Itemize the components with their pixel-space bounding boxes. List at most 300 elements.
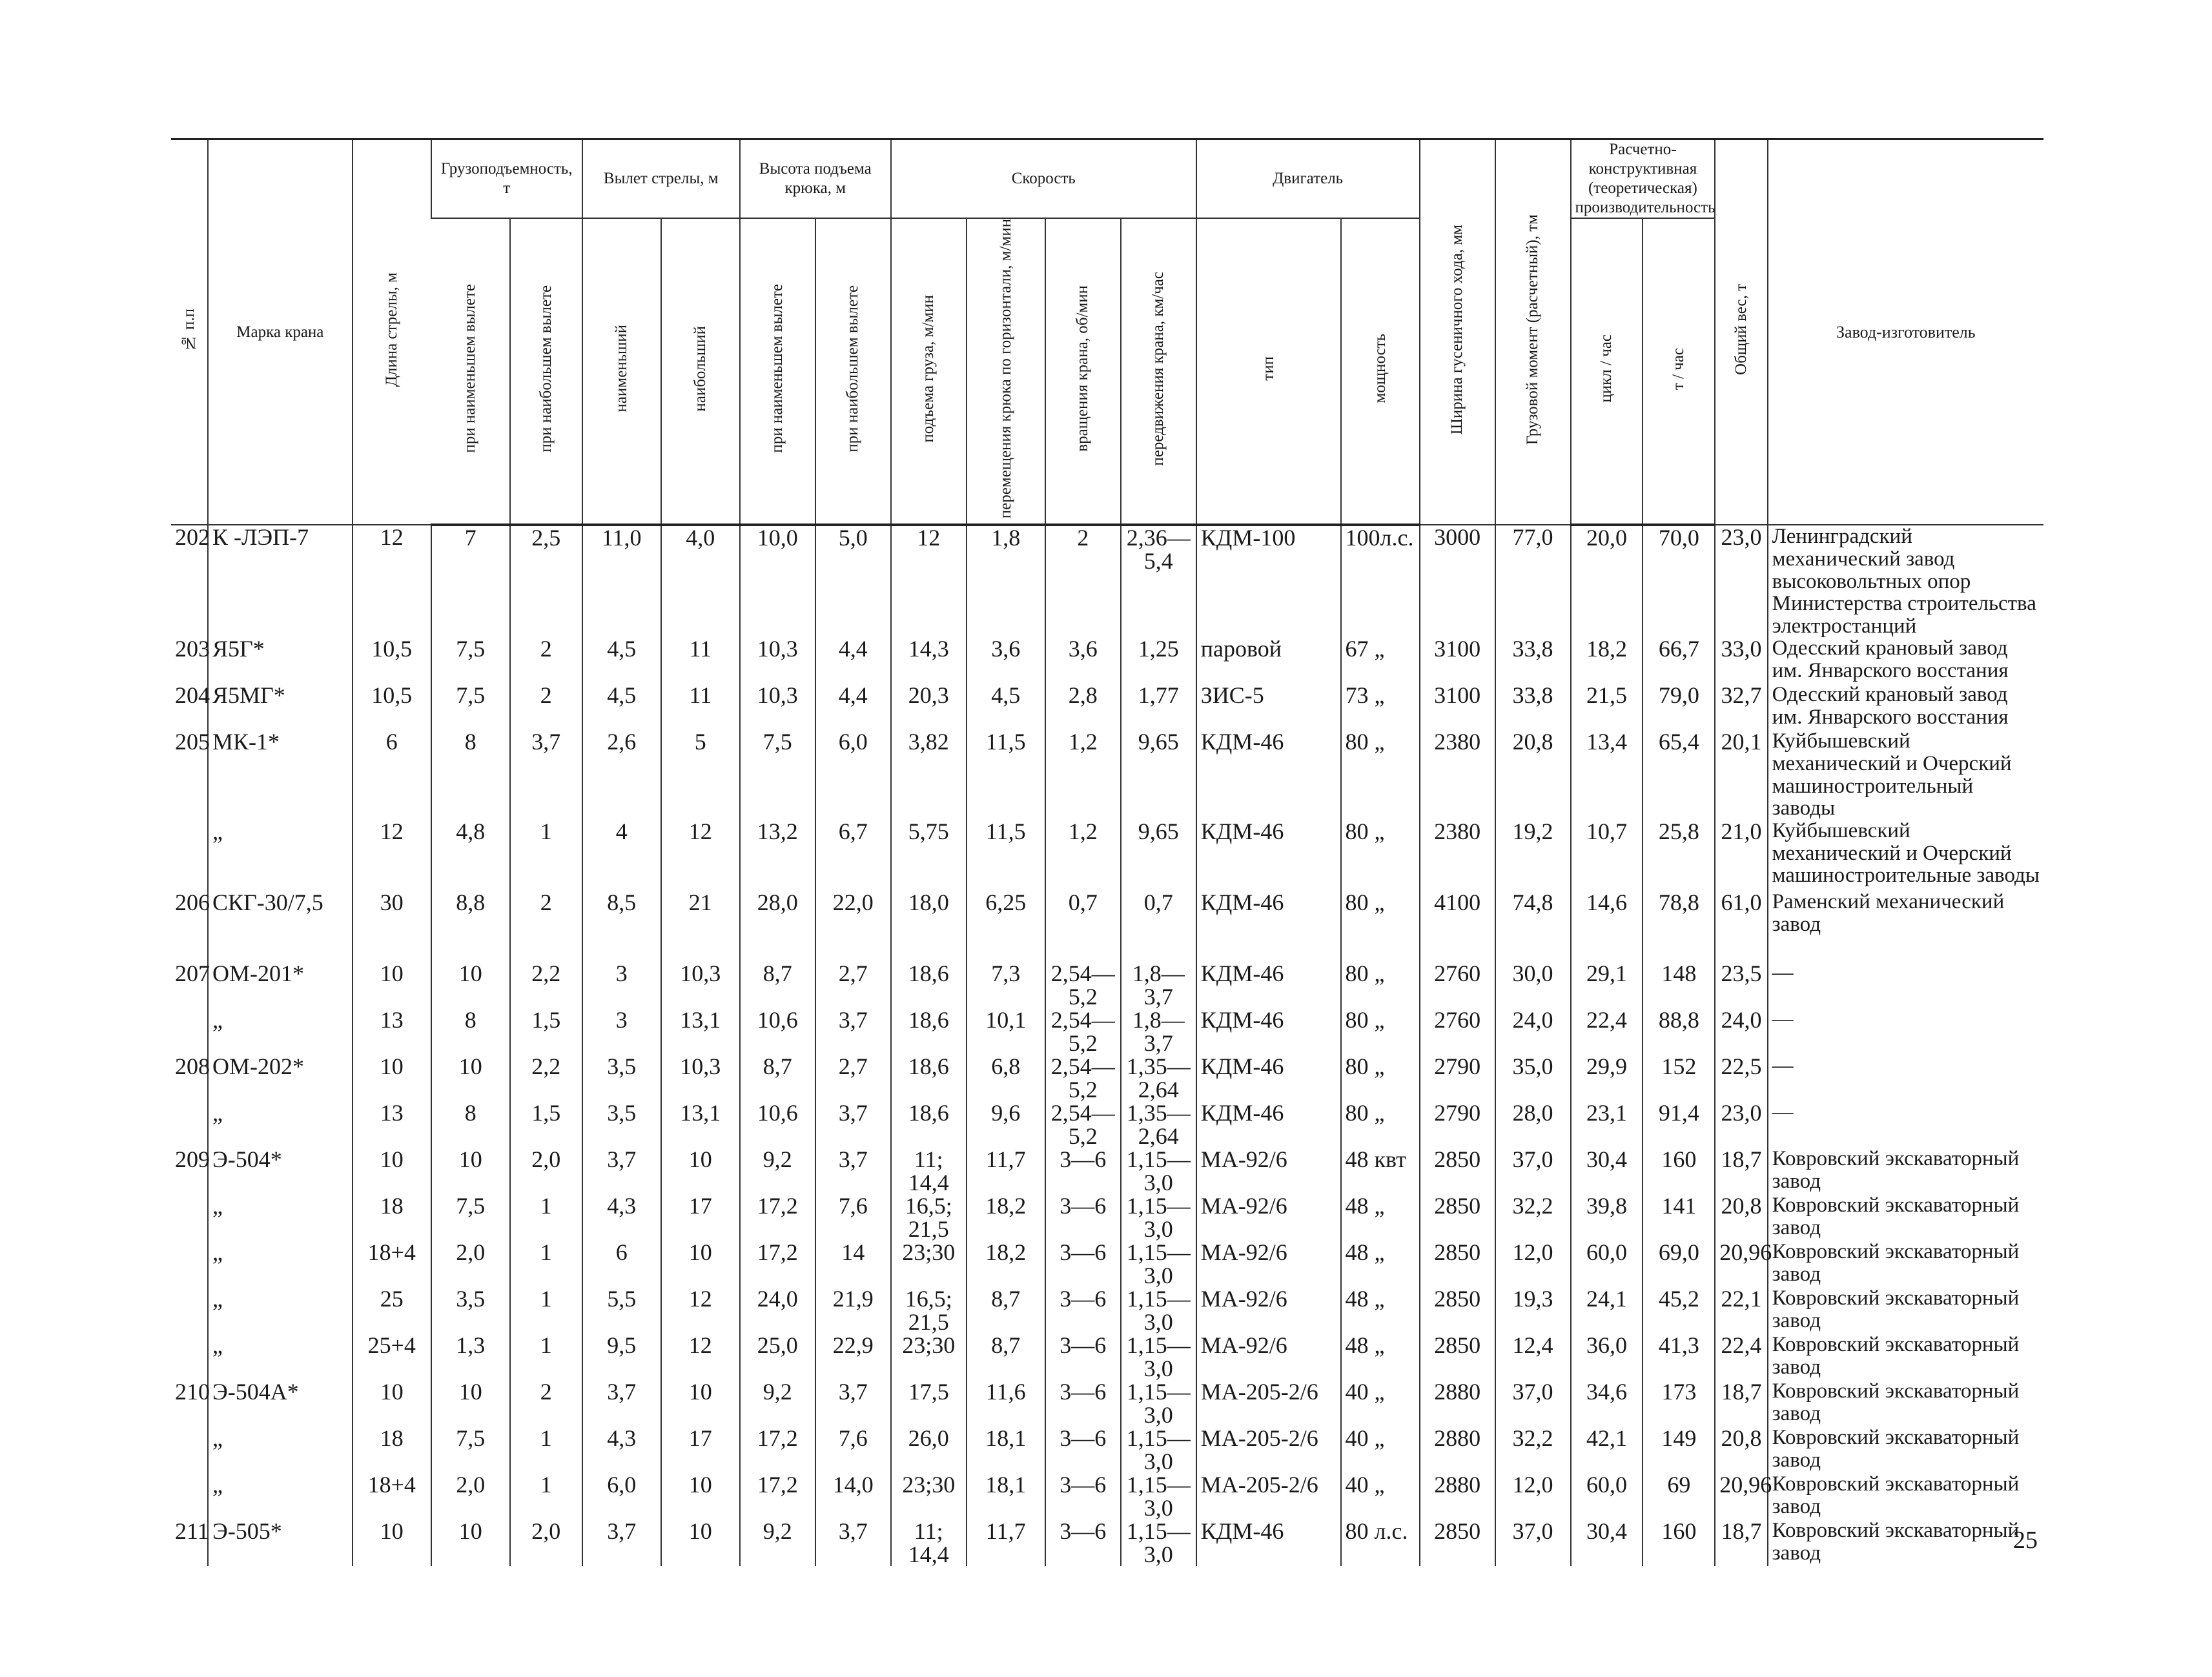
cell-cyc: 20,0 [1571,525,1643,637]
cell-eng-type: МА-92/6 [1196,1287,1341,1334]
cell-sp-lift: 11; 14,4 [891,1148,967,1194]
cell-hh-min: 17,2 [740,1427,815,1473]
cell-sp-lift: 14,3 [891,637,967,684]
cell-sp-travel: 0,7 [1121,891,1196,962]
cell-hh-min: 9,2 [740,1148,815,1194]
cell-sp-rot: 3—6 [1045,1427,1121,1473]
cell-boom: 10,5 [353,684,431,730]
crane-specs-table [171,138,2043,1566]
cell-lc-max: 2 [510,891,582,962]
cell-weight: 22,4 [1715,1334,1767,1380]
cell-sp-travel: 1,15— 3,0 [1121,1380,1196,1427]
cell-sp-lift: 23;30 [891,1241,967,1287]
cell-lc-max: 2 [510,684,582,730]
cell-no: 208 [175,1053,210,1080]
cell-track: 2380 [1420,820,1495,891]
cell-sp-rot: 2,54— 5,2 [1045,1008,1121,1055]
cell-track: 2850 [1420,1241,1495,1287]
cell-factory: Ковровский экскаваторный завод [1768,1427,2043,1473]
cell-weight: 33,0 [1715,637,1767,684]
cell-sp-hook: 11,7 [967,1519,1045,1566]
cell-boom: 13 [353,1101,431,1148]
cell-sp-rot: 2,54— 5,2 [1045,1055,1121,1101]
cell-hh-min: 9,2 [740,1519,815,1566]
cell-no [171,1287,208,1334]
cell-factory: Куйбышевский механический и Очерский машиностроительный заводы [1768,730,2043,820]
cell-lc-min: 8 [431,730,510,820]
cell-hh-min: 28,0 [740,891,815,962]
cell-no [171,1241,208,1287]
cell-boom: 10 [353,1148,431,1194]
cell-lc-min: 8 [431,1101,510,1148]
cell-tph: 78,8 [1643,891,1715,962]
cell-sp-rot: 3—6 [1045,1519,1121,1566]
cell-eng-type: ЗИС-5 [1196,684,1341,730]
cell-track: 2880 [1420,1380,1495,1427]
cell-reach-max: 17 [661,1427,740,1473]
cell-factory: Ковровский экскаваторный завод [1768,1241,2043,1287]
cell-sp-rot: 3—6 [1045,1241,1121,1287]
cell-tph: 65,4 [1643,730,1715,820]
cell-sp-travel: 1,35— 2,64 [1121,1101,1196,1148]
cell-eng-power: 100л.с. [1341,525,1420,637]
cell-sp-hook: 11,5 [967,730,1045,820]
cell-cyc: 60,0 [1571,1241,1643,1287]
cell-moment: 77,0 [1495,525,1571,637]
cell-no: 203 [175,636,210,662]
cell-brand: „ [208,1101,353,1148]
cell-no: 207 [175,960,210,987]
cell-weight: 23,5 [1715,962,1767,1008]
cell-tph: 149 [1643,1427,1715,1473]
cell-boom: 10 [353,1380,431,1427]
cell-track: 2850 [1420,1334,1495,1380]
col-prod-tons: т / час [1643,218,1715,525]
cell-cyc: 13,4 [1571,730,1643,820]
cell-brand: Э-505* [208,1519,353,1566]
col-load-moment: Грузовой момент (расчетный), тм [1495,139,1571,525]
col-engine-type: тип [1196,218,1341,525]
cell-tph: 45,2 [1643,1287,1715,1334]
cell-reach-min: 4,5 [582,684,661,730]
cell-boom: 6 [353,730,431,820]
cell-brand: „ [208,1473,353,1519]
cell-hh-min: 10,6 [740,1008,815,1055]
table-row [171,1194,2043,1241]
cell-sp-travel: 2,36— 5,4 [1121,525,1196,637]
cell-lc-min: 10 [431,962,510,1008]
cell-tph: 66,7 [1643,637,1715,684]
cell-sp-travel: 1,77 [1121,684,1196,730]
cell-eng-type: КДМ-46 [1196,891,1341,962]
cell-hh-max: 3,7 [815,1380,891,1427]
col-factory: Завод-изготовитель [1768,139,2043,525]
cell-hh-max: 3,7 [815,1101,891,1148]
cell-eng-power: 67 „ [1341,637,1420,684]
cell-weight: 18,7 [1715,1380,1767,1427]
cell-eng-power: 73 „ [1341,684,1420,730]
cell-weight: 22,5 [1715,1055,1767,1101]
cell-track: 2880 [1420,1427,1495,1473]
cell-lc-max: 1 [510,1334,582,1380]
cell-sp-rot: 2,8 [1045,684,1121,730]
table-row [171,1287,2043,1334]
cell-sp-lift: 18,6 [891,962,967,1008]
cell-no: 209 [175,1146,210,1173]
cell-reach-max: 10 [661,1380,740,1427]
cell-eng-type: МА-92/6 [1196,1194,1341,1241]
cell-lc-max: 2,0 [510,1519,582,1566]
cell-sp-hook: 8,7 [967,1287,1045,1334]
cell-sp-hook: 10,1 [967,1008,1045,1055]
cell-weight: 20,1 [1715,730,1767,820]
cell-brand: МК-1* [208,730,353,820]
cell-track: 2760 [1420,962,1495,1008]
cell-tph: 79,0 [1643,684,1715,730]
cell-brand: Я5МГ* [208,684,353,730]
cell-factory: Ковровский экскаваторный завод [1768,1473,2043,1519]
cell-lc-min: 10 [431,1148,510,1194]
cell-sp-hook: 18,2 [967,1241,1045,1287]
col-engine: Двигатель [1196,139,1420,219]
cell-no: 204 [175,682,210,709]
cell-hh-max: 4,4 [815,637,891,684]
table-row [171,1334,2043,1380]
cell-reach-max: 10,3 [661,1055,740,1101]
cell-eng-type: МА-92/6 [1196,1334,1341,1380]
cell-sp-hook: 7,3 [967,962,1045,1008]
cell-sp-rot: 3—6 [1045,1194,1121,1241]
cell-eng-power: 80 „ [1341,1055,1420,1101]
cell-reach-max: 11 [661,684,740,730]
cell-cyc: 29,1 [1571,962,1643,1008]
cell-tph: 173 [1643,1380,1715,1427]
cell-brand: ОМ-202* [208,1055,353,1101]
table-header [171,139,2043,525]
col-speed-hook: перемещения крюка по горизонтали, м/мин [967,218,1045,525]
cell-eng-power: 40 „ [1341,1427,1420,1473]
cell-weight: 18,7 [1715,1148,1767,1194]
cell-boom: 10 [353,1055,431,1101]
cell-lc-min: 4,8 [431,820,510,891]
cell-moment: 28,0 [1495,1101,1571,1148]
cell-hh-max: 7,6 [815,1194,891,1241]
cell-cyc: 18,2 [1571,637,1643,684]
cell-factory: Ковровский экскаваторный завод [1768,1380,2043,1427]
cell-factory: Ковровский экскаваторный завод [1768,1287,2043,1334]
cell-sp-lift: 23;30 [891,1334,967,1380]
cell-lc-min: 7,5 [431,1194,510,1241]
cell-sp-rot: 3—6 [1045,1334,1121,1380]
cell-sp-lift: 18,6 [891,1055,967,1101]
cell-brand: „ [208,1427,353,1473]
table-body [171,525,2043,1566]
table-row [171,891,2043,962]
col-brand: Марка крана [208,139,353,525]
cell-reach-min: 4,3 [582,1427,661,1473]
cell-no [171,1334,208,1380]
cell-sp-hook: 18,2 [967,1194,1045,1241]
cell-sp-rot: 2,54— 5,2 [1045,1101,1121,1148]
cell-boom: 10 [353,962,431,1008]
cell-brand: Э-504* [208,1148,353,1194]
cell-reach-max: 21 [661,891,740,962]
cell-weight: 23,0 [1715,1101,1767,1148]
cell-reach-max: 11 [661,637,740,684]
cell-hh-min: 8,7 [740,962,815,1008]
cell-sp-lift: 17,5 [891,1380,967,1427]
cell-tph: 160 [1643,1519,1715,1566]
cell-eng-type: КДМ-46 [1196,962,1341,1008]
cell-moment: 19,2 [1495,820,1571,891]
cell-lc-max: 1 [510,1427,582,1473]
table-row [171,962,2043,1008]
cell-moment: 32,2 [1495,1427,1571,1473]
cell-eng-type: МА-92/6 [1196,1241,1341,1287]
cell-reach-max: 17 [661,1194,740,1241]
table-row [171,730,2043,820]
cell-eng-type: МА-205-2/6 [1196,1380,1341,1427]
cell-sp-rot: 2,54— 5,2 [1045,962,1121,1008]
cell-moment: 24,0 [1495,1008,1571,1055]
table-row [171,1473,2043,1519]
page-number: 25 [2013,1527,2038,1554]
cell-reach-max: 10,3 [661,962,740,1008]
col-weight: Общий вес, т [1715,139,1767,525]
cell-sp-lift: 18,0 [891,891,967,962]
cell-lc-max: 2 [510,1380,582,1427]
cell-reach-min: 5,5 [582,1287,661,1334]
cell-boom: 18+4 [353,1473,431,1519]
cell-brand: „ [208,1008,353,1055]
cell-eng-power: 80 „ [1341,891,1420,962]
cell-factory: Раменский механический завод [1768,891,2043,962]
cell-eng-type: КДМ-46 [1196,820,1341,891]
cell-cyc: 22,4 [1571,1008,1643,1055]
cell-moment: 37,0 [1495,1519,1571,1566]
cell-lc-min: 7,5 [431,1427,510,1473]
cell-sp-lift: 18,6 [891,1008,967,1055]
cell-lc-max: 1 [510,1194,582,1241]
cell-sp-hook: 11,5 [967,820,1045,891]
cell-sp-travel: 1,15— 3,0 [1121,1427,1196,1473]
cell-lc-min: 8,8 [431,891,510,962]
cell-sp-hook: 6,8 [967,1055,1045,1101]
cell-brand: К -ЛЭП-7 [208,525,353,637]
cell-sp-lift: 16,5; 21,5 [891,1194,967,1241]
cell-sp-rot: 2 [1045,525,1121,637]
cell-hh-min: 13,2 [740,820,815,891]
cell-weight: 21,0 [1715,820,1767,891]
cell-boom: 18+4 [353,1241,431,1287]
cell-hh-max: 22,0 [815,891,891,962]
cell-tph: 88,8 [1643,1008,1715,1055]
cell-moment: 19,3 [1495,1287,1571,1334]
cell-boom: 18 [353,1194,431,1241]
cell-tph: 148 [1643,962,1715,1008]
cell-eng-type: КДМ-46 [1196,1101,1341,1148]
cell-sp-hook: 11,6 [967,1380,1045,1427]
cell-boom: 25+4 [353,1334,431,1380]
cell-eng-power: 48 квт [1341,1148,1420,1194]
cell-cyc: 30,4 [1571,1519,1643,1566]
cell-factory: Куйбышевский механический и Очерский машиностроительные заводы [1768,820,2043,891]
cell-brand: „ [208,1287,353,1334]
cell-hh-max: 14,0 [815,1473,891,1519]
cell-sp-travel: 9,65 [1121,820,1196,891]
cell-factory: — [1768,1008,2043,1055]
cell-tph: 160 [1643,1148,1715,1194]
cell-hh-min: 10,3 [740,684,815,730]
cell-factory: — [1768,1101,2043,1148]
cell-moment: 37,0 [1495,1148,1571,1194]
cell-hh-max: 5,0 [815,525,891,637]
cell-lc-min: 10 [431,1519,510,1566]
cell-eng-type: МА-205-2/6 [1196,1473,1341,1519]
table-row [171,1519,2043,1566]
cell-hh-min: 17,2 [740,1241,815,1287]
cell-lc-min: 10 [431,1380,510,1427]
cell-lc-min: 1,3 [431,1334,510,1380]
cell-weight: 23,0 [1715,525,1767,637]
cell-lc-max: 2,2 [510,1055,582,1101]
col-reach: Вылет стрелы, м [582,139,740,219]
table-row [171,1380,2043,1427]
cell-hh-min: 9,2 [740,1380,815,1427]
cell-hh-min: 25,0 [740,1334,815,1380]
cell-sp-lift: 18,6 [891,1101,967,1148]
cell-lc-max: 3,7 [510,730,582,820]
cell-reach-min: 4,3 [582,1194,661,1241]
cell-sp-travel: 1,8— 3,7 [1121,962,1196,1008]
cell-sp-hook: 18,1 [967,1473,1045,1519]
cell-track: 2880 [1420,1473,1495,1519]
cell-lc-max: 1 [510,1241,582,1287]
cell-factory: Ковровский экскаваторный завод [1768,1334,2043,1380]
cell-sp-lift: 3,82 [891,730,967,820]
col-lifting-capacity: Грузоподъемность, т [431,139,582,219]
cell-cyc: 36,0 [1571,1334,1643,1380]
cell-hh-max: 7,6 [815,1427,891,1473]
cell-cyc: 30,4 [1571,1148,1643,1194]
cell-tph: 25,8 [1643,820,1715,891]
cell-no: 211 [175,1518,209,1545]
cell-reach-min: 2,6 [582,730,661,820]
cell-tph: 69,0 [1643,1241,1715,1287]
cell-moment: 32,2 [1495,1194,1571,1241]
cell-sp-rot: 3—6 [1045,1380,1121,1427]
cell-sp-travel: 1,15— 3,0 [1121,1241,1196,1287]
cell-cyc: 60,0 [1571,1473,1643,1519]
cell-eng-type: МА-92/6 [1196,1148,1341,1194]
cell-reach-max: 4,0 [661,525,740,637]
cell-hh-min: 10,6 [740,1101,815,1148]
col-productivity: Расчетно-конструктивная (теоретическая) производительность [1571,139,1715,219]
cell-sp-travel: 1,8— 3,7 [1121,1008,1196,1055]
col-no: № п.п [171,139,208,525]
cell-eng-type: КДМ-100 [1196,525,1341,637]
cell-reach-min: 3,7 [582,1519,661,1566]
cell-factory: Ленинградский механический завод высоковольтных опор Министерства строительства электростанций [1768,525,2043,637]
cell-reach-max: 13,1 [661,1101,740,1148]
cell-eng-power: 48 „ [1341,1241,1420,1287]
cell-boom: 12 [353,525,431,637]
cell-cyc: 14,6 [1571,891,1643,962]
col-hh-min: при наименьшем вылете [740,218,815,525]
cell-reach-min: 9,5 [582,1334,661,1380]
cell-sp-travel: 1,15— 3,0 [1121,1473,1196,1519]
cell-track: 3000 [1420,525,1495,637]
col-prod-cycles: цикл / час [1571,218,1643,525]
table-row [171,684,2043,730]
cell-no: 202 [175,524,210,551]
cell-reach-min: 3 [582,962,661,1008]
cell-lc-max: 1,5 [510,1101,582,1148]
cell-lc-min: 10 [431,1055,510,1101]
table-row [171,525,2043,637]
cell-sp-hook: 3,6 [967,637,1045,684]
cell-boom: 10 [353,1519,431,1566]
cell-lc-min: 7 [431,525,510,637]
cell-tph: 70,0 [1643,525,1715,637]
table-row [171,1427,2043,1473]
cell-eng-power: 80 „ [1341,820,1420,891]
cell-moment: 30,0 [1495,962,1571,1008]
cell-sp-rot: 3—6 [1045,1287,1121,1334]
cell-lc-max: 1 [510,820,582,891]
table-row [171,1008,2043,1055]
cell-factory: Ковровский экскаваторный завод [1768,1519,2043,1566]
cell-sp-travel: 1,25 [1121,637,1196,684]
cell-sp-lift: 12 [891,525,967,637]
cell-cyc: 29,9 [1571,1055,1643,1101]
cell-moment: 12,4 [1495,1334,1571,1380]
cell-sp-travel: 1,35— 2,64 [1121,1055,1196,1101]
table-row [171,1241,2043,1287]
cell-moment: 35,0 [1495,1055,1571,1101]
cell-tph: 91,4 [1643,1101,1715,1148]
col-track-width: Ширина гусеничного хода, мм [1420,139,1495,525]
cell-hh-max: 22,9 [815,1334,891,1380]
cell-hh-max: 21,9 [815,1287,891,1334]
cell-cyc: 10,7 [1571,820,1643,891]
cell-no [171,820,208,891]
cell-cyc: 39,8 [1571,1194,1643,1241]
cell-brand: Я5Г* [208,637,353,684]
cell-sp-lift: 23;30 [891,1473,967,1519]
col-boom-length: Длина стрелы, м [353,139,431,525]
cell-weight: 24,0 [1715,1008,1767,1055]
cell-sp-lift: 16,5; 21,5 [891,1287,967,1334]
cell-reach-max: 12 [661,1287,740,1334]
col-lc-min: при наименьшем вылете [431,218,510,525]
cell-reach-max: 5 [661,730,740,820]
cell-tph: 152 [1643,1055,1715,1101]
cell-lc-max: 2,5 [510,525,582,637]
cell-reach-min: 6,0 [582,1473,661,1519]
cell-no [171,1194,208,1241]
cell-boom: 13 [353,1008,431,1055]
cell-sp-rot: 3,6 [1045,637,1121,684]
cell-moment: 33,8 [1495,684,1571,730]
cell-boom: 25 [353,1287,431,1334]
cell-factory: — [1768,1055,2043,1101]
cell-weight: 20,8 [1715,1427,1767,1473]
cell-boom: 10,5 [353,637,431,684]
cell-cyc: 23,1 [1571,1101,1643,1148]
cell-reach-min: 6 [582,1241,661,1287]
cell-factory: Одесский крановый завод им. Январского восстания [1768,637,2043,684]
